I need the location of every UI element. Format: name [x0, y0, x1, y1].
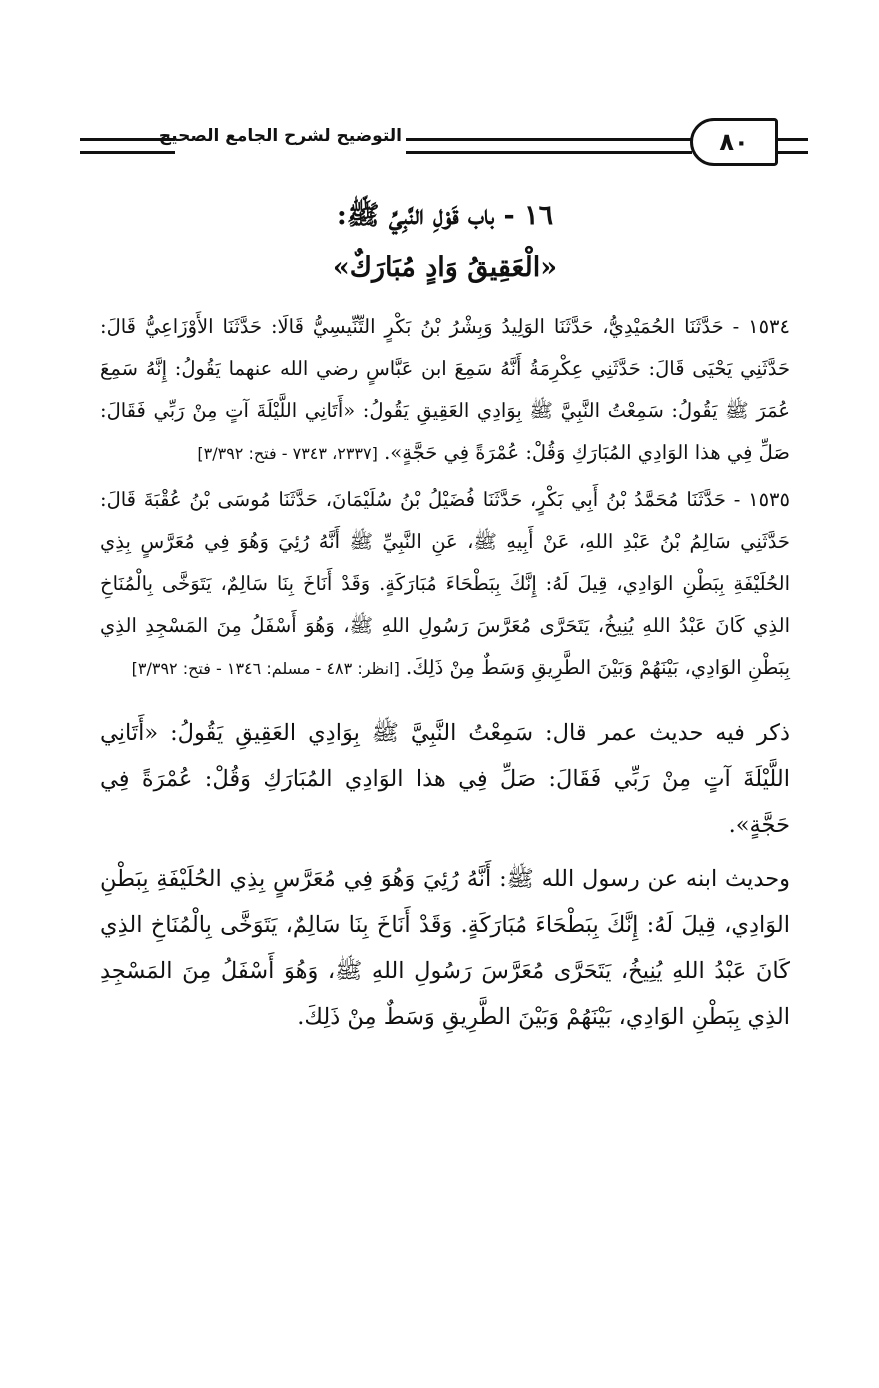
page-body — [100, 190, 790, 1040]
page-number: ٨٠ — [690, 118, 778, 166]
commentary-paragraph-1: ذكر فيه حديث عمر قال: سَمِعْتُ النَّبِيَّ ﷺ بِوَادِي العَقِيقِ يَقُولُ: «أَتَانِي اللَّيْلَةَ آتٍ مِنْ رَبِّي فَقَالَ: صَلِّ فِي هذا الوَادِي المُبَارَكِ وَقُلْ: عُمْرَةً فِي حَجَّةٍ». — [100, 720, 790, 838]
hadith-1534 — [100, 306, 790, 475]
hadith-text: ١٥٣٥ - حَدَّثَنَا مُحَمَّدُ بْنُ أَبِي بَكْرٍ، حَدَّثَنَا فُضَيْلُ بْنُ سُلَيْمَانَ، حَدَّثَنَا مُوسَى بْنُ عُقْبَةَ قَالَ: حَدَّثَنِي سَالِمُ بْنُ عَبْدِ اللهِ، عَنْ أَبِيهِ ﷺ، عَنِ النَّبِيِّ ﷺ أَنَّهُ رُئِيَ وَهُوَ فِي مُعَرَّسٍ بِذِي الحُلَيْفَةِ بِبَطْنِ الوَادِي، قِيلَ لَهُ: إِنَّكَ بِبَطْحَاءَ مُبَارَكَةٍ. وَقَدْ أَنَاخَ بِنَا سَالِمٌ، يَتَوَخَّى بِالْمُنَاخِ الذِي كَانَ عَبْدُ اللهِ يُنِيخُ، يَتَحَرَّى مُعَرَّسَ رَسُولِ اللهِ ﷺ، وَهُوَ أَسْفَلُ مِنَ المَسْجِدِ الذِي بِبَطْنِ الوَادِي، بَيْنَهُمْ وَبَيْنَ الطَّرِيقِ وَسَطٌ مِنْ ذَلِكَ. — [100, 488, 790, 679]
page-header — [70, 118, 805, 168]
header-rule-right — [778, 138, 808, 154]
commentary-paragraph-2: وحديث ابنه عن رسول الله ﷺ: أَنَّهُ رُئِيَ وَهُوَ فِي مُعَرَّسٍ بِذِي الحُلَيْفَةِ بِبَطْنِ الوَادِي، قِيلَ لَهُ: إِنَّكَ بِبَطْحَاءَ مُبَارَكَةٍ. وَقَدْ أَنَاخَ بِنَا سَالِمٌ، يَتَوَخَّى بِالْمُنَاخِ الذِي كَانَ عَبْدُ اللهِ يُنِيخُ، يَتَحَرَّى مُعَرَّسَ رَسُولِ اللهِ ﷺ، وَهُوَ أَسْفَلُ مِنَ المَسْجِدِ الذِي بِبَطْنِ الوَادِي، بَيْنَهُمْ وَبَيْنَ الطَّرِيقِ وَسَطٌ مِنْ ذَلِكَ. — [100, 866, 790, 1030]
hadith-1535 — [100, 479, 790, 690]
book-title: التوضيح لشرح الجامع الصحيح — [158, 126, 402, 146]
header-rule-middle — [406, 138, 692, 154]
chapter-title-line1: ١٦ - باب قَوْلِ النَّبِيِّ ﷺ: — [336, 200, 554, 231]
hadith-reference: [٢٣٣٧، ٧٣٤٣ - فتح: ٣/٣٩٢] — [197, 444, 378, 463]
hadith-reference: [انظر: ٤٨٣ - مسلم: ١٣٤٦ - فتح: ٣/٣٩٢] — [131, 659, 400, 678]
chapter-title-line2: «الْعَقِيقُ وَادٍ مُبَارَكٌ» — [332, 252, 558, 283]
hadith-text: ١٥٣٤ - حَدَّثَنَا الحُمَيْدِيُّ، حَدَّثَنَا الوَلِيدُ وَبِشْرُ بْنُ بَكْرٍ التِّنِّيسِيُّ قَالَا: حَدَّثَنَا الأَوْزَاعِيُّ قَالَ: حَدَّثَنِي يَحْيَى قَالَ: حَدَّثَنِي عِكْرِمَةُ أَنَّهُ سَمِعَ ابن عَبَّاسٍ رضي الله عنهما يَقُولُ: إِنَّهُ سَمِعَ عُمَرَ ﷺ يَقُولُ: سَمِعْتُ النَّبِيَّ ﷺ بِوَادِي العَقِيقِ يَقُولُ: «أَتَانِي اللَّيْلَةَ آتٍ مِنْ رَبِّي فَقَالَ: صَلِّ فِي هذا الوَادِي المُبَارَكِ وَقُلْ: عُمْرَةً فِي حَجَّةٍ». — [100, 315, 790, 464]
